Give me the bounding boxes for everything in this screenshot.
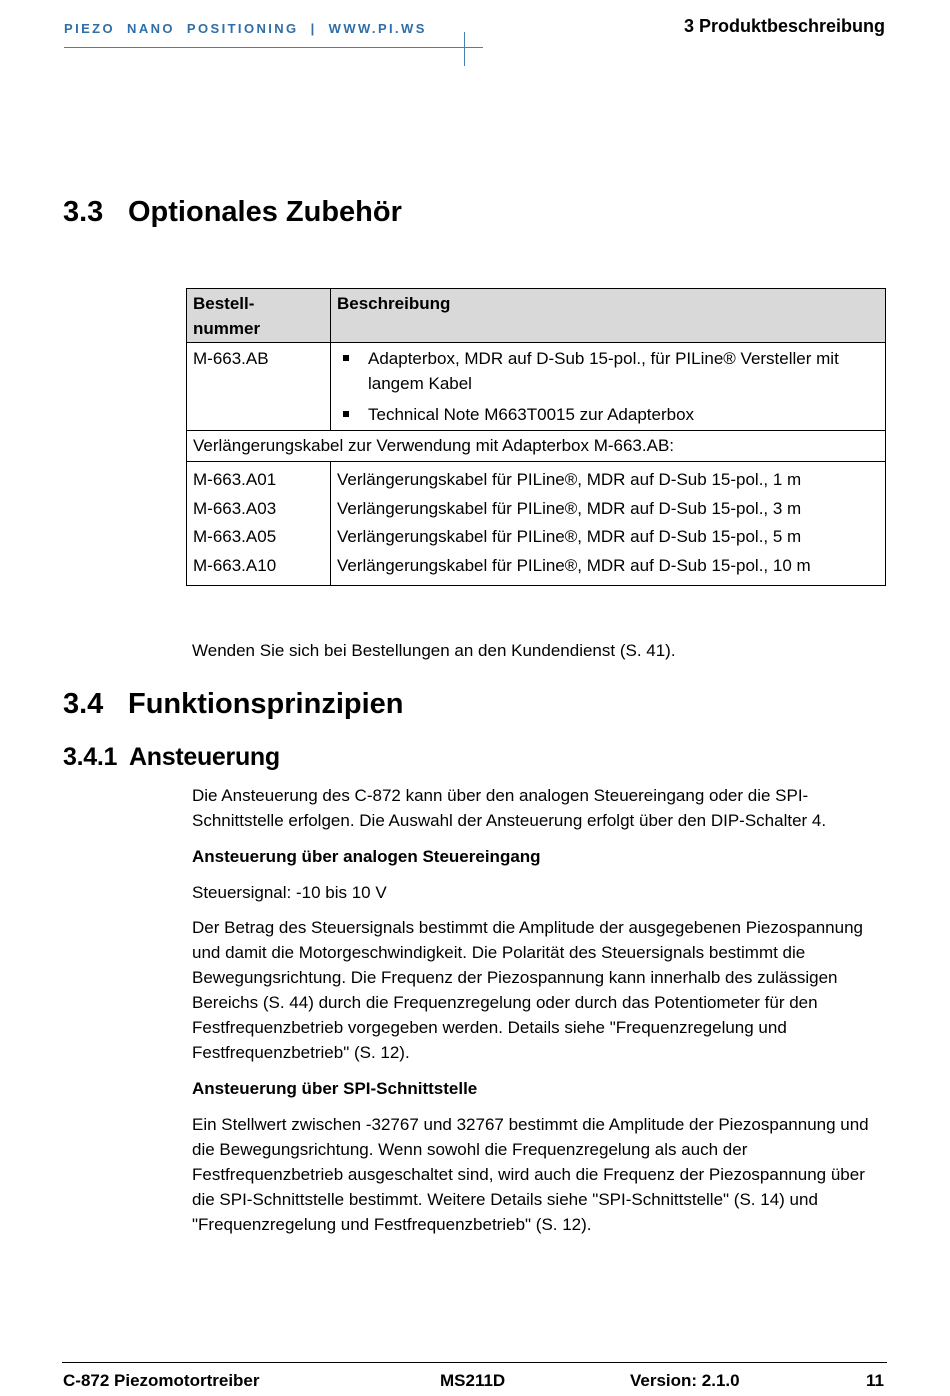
cable-description: Verlängerungskabel für PILine®, MDR auf D-Sub 15-pol., 10 m [337, 556, 811, 576]
table-header-row [187, 289, 886, 343]
order-code: M-663.A05 [193, 527, 277, 547]
order-note: Wenden Sie sich bei Bestellungen an den Kundendienst (S. 41). [192, 641, 676, 660]
intro-paragraph: Die Ansteuerung des C-872 kann über den analogen Steuereingang oder die SPI-Schnittstelle erfolgen. Die Auswahl der Ansteuerung erfolgt über den DIP-Schalter 4. [192, 786, 827, 830]
section-number: 3.4 [63, 688, 104, 720]
cable-descriptions-cell [331, 462, 886, 586]
order-code: M-663.AB [187, 343, 331, 431]
chapter-title: 3 Produktbeschreibung [683, 16, 885, 36]
cable-caption: Verlängerungskabel zur Verwendung mit Adapterbox M-663.AB: [187, 431, 886, 462]
spi-paragraph: Ein Stellwert zwischen -32767 und 32767 bestimmt die Amplitude der Piezospannung und die Bewegungsrichtung. Wenn sowohl die Frequenzregelung als auch der Festfrequenzbetrieb ausgeschaltet sind, wird auch die Frequenz der Piezospannung über die SPI-Schnittstelle bestimmt. Weitere Details siehe "SPI-Schnittstelle" (S. 14) und "Frequenzregelung und Festfrequenzbetrieb" (S. 12). [192, 1115, 869, 1234]
section-heading-3-4 [63, 688, 404, 721]
bullet-list [337, 346, 879, 427]
brand-logo: PIEZO NANO POSITIONING | WWW.PI.WS [64, 21, 427, 36]
header-order-number: Bestell- nummer [187, 289, 331, 343]
footer-product: C-872 Piezomotortreiber [63, 1371, 260, 1390]
analog-paragraph: Der Betrag des Steuersignals bestimmt die Amplitude der ausgegebenen Piezospannung und damit die Motorgeschwindigkeit. Die Polarität des Steuersignals bestimmt die Bewegungsrichtung. Die Frequenz der Piezospannung kann innerhalb des zulässigen Bereichs (S. 44) durch die Frequenzregelung oder durch das Potentiometer für den Festfrequenzbetrieb vorgegeben werden. Details siehe "Frequenzregelung und Festfrequenzbetrieb" (S. 12). [192, 918, 863, 1062]
accessories-table [186, 288, 886, 586]
brand-cross-vertical [464, 32, 465, 66]
cable-description: Verlängerungskabel für PILine®, MDR auf D-Sub 15-pol., 3 m [337, 498, 802, 518]
section-heading-3-3 [63, 196, 402, 229]
section-number: 3.4.1 [63, 743, 118, 771]
section-number: 3.3 [63, 196, 104, 228]
section-title: Funktionsprinzipien [128, 688, 404, 720]
cable-description: Verlängerungskabel für PILine®, MDR auf D-Sub 15-pol., 5 m [337, 527, 802, 547]
description-cell [331, 343, 886, 431]
footer-doc-id: MS211D [440, 1371, 506, 1390]
table-row-cables [187, 462, 886, 586]
spi-heading: Ansteuerung über SPI-Schnittstelle [192, 1079, 478, 1098]
order-code: M-663.A10 [193, 556, 277, 576]
footer-version: Version: 2.1.0 [630, 1371, 740, 1390]
order-code: M-663.A03 [193, 498, 277, 518]
header-description: Beschreibung [331, 289, 886, 343]
table-row-adapter [187, 343, 886, 431]
section-heading-3-4-1 [63, 743, 280, 772]
header-rule [64, 47, 483, 48]
bullet-item: Adapterbox, MDR auf D-Sub 15-pol., für PILine® Versteller mit langem Kabel [337, 346, 879, 396]
cable-codes-cell [187, 462, 331, 586]
section-title: Optionales Zubehör [128, 196, 402, 228]
bullet-item: Technical Note M663T0015 zur Adapterbox [337, 402, 879, 427]
table-row-cable-caption [187, 431, 886, 462]
analog-heading: Ansteuerung über analogen Steuereingang [192, 847, 541, 866]
brand-cross-horizontal [448, 47, 483, 48]
footer-rule [62, 1362, 887, 1363]
cable-description: Verlängerungskabel für PILine®, MDR auf D-Sub 15-pol., 1 m [337, 470, 802, 489]
page-number: 11 [866, 1371, 884, 1390]
analog-signal-range: Steuersignal: -10 bis 10 V [192, 883, 387, 902]
section-title: Ansteuerung [129, 743, 280, 771]
order-code: M-663.A01 [193, 470, 277, 489]
